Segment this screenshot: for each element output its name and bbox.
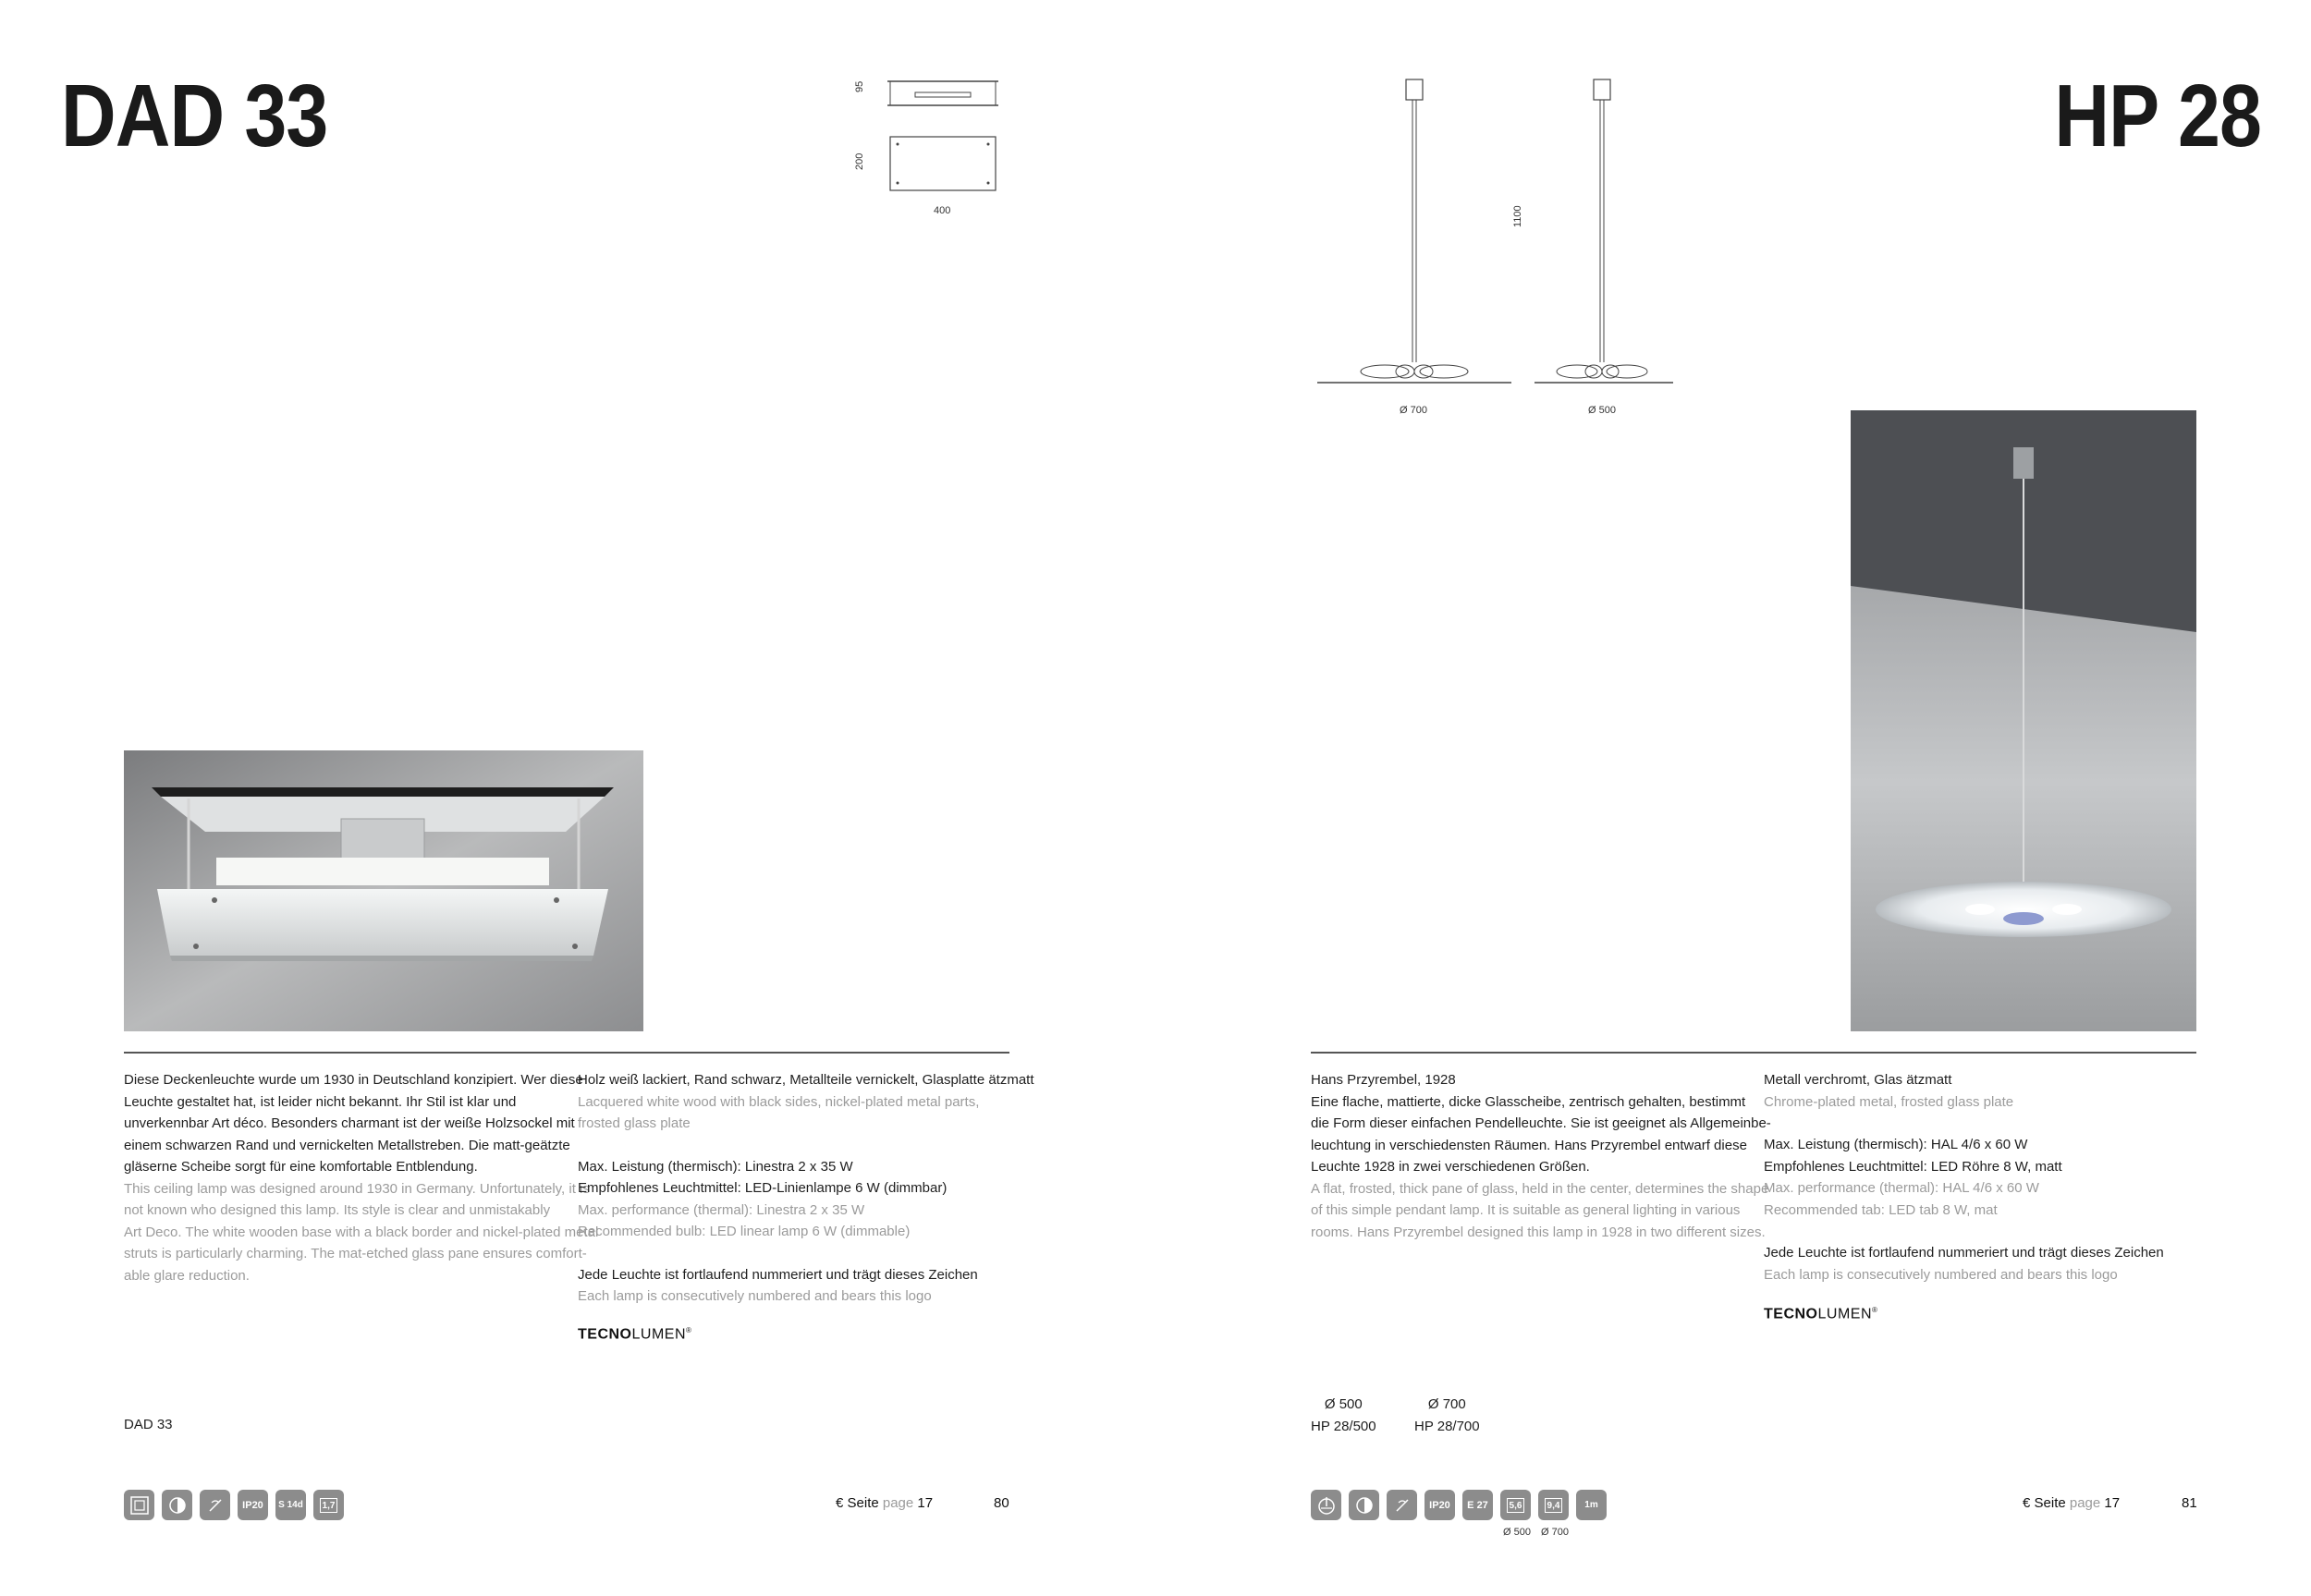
dim-width-label: 400 <box>934 205 951 216</box>
no-direct-mount-icon <box>200 1490 230 1520</box>
dim-dia-700-label: Ø 700 <box>1400 405 1427 416</box>
socket-s14d-icon: S 14d <box>275 1490 306 1520</box>
performance-en-line: Recommended bulb: LED linear lamp 6 W (dimmable) <box>578 1224 911 1239</box>
socket-e27-icon: E 27 <box>1462 1490 1493 1520</box>
desc-en-line: rooms. Hans Przyrembel designed this lamp in 1928 in two different sizes. <box>1311 1224 1766 1240</box>
numbered-en: Each lamp is consecutively numbered and bears this logo <box>578 1288 932 1304</box>
divider-left <box>124 1052 1009 1054</box>
hp28-specs <box>1764 1069 2164 1285</box>
weight-value: 1,7 <box>320 1498 338 1513</box>
performance-de-line: Max. Leistung (thermisch): HAL 4/6 x 60 W <box>1764 1137 2028 1152</box>
desc-en-line: not known who designed this lamp. Its style is clear and unmistakably <box>124 1202 551 1218</box>
ip20-icon: IP20 <box>1425 1490 1455 1520</box>
desc-de-line: unverkennbar Art déco. Besonders charmant ist der weiße Holzsockel mit <box>124 1115 575 1131</box>
dim-depth-label: 200 <box>854 152 865 170</box>
material-de: Holz weiß lackiert, Rand schwarz, Metallteile vernickelt, Glasplatte ätzmatt <box>578 1072 1034 1088</box>
icon-sub-500: Ø 500 <box>1503 1527 1531 1538</box>
dad33-technical-drawing <box>850 74 1017 222</box>
material-en-line: frosted glass plate <box>578 1115 691 1131</box>
dim-height-label: 95 <box>854 80 865 92</box>
material-en-line: Lacquered white wood with black sides, nickel-plated metal parts, <box>578 1093 980 1110</box>
page-number-left: 80 <box>994 1495 1009 1511</box>
numbered-de: Jede Leuchte ist fortlaufend nummeriert und trägt dieses Zeichen <box>1764 1245 2164 1261</box>
dad33-description <box>124 1069 598 1286</box>
variant-model: HP 28/700 <box>1414 1418 1480 1434</box>
numbered-de: Jede Leuchte ist fortlaufend nummeriert und trägt dieses Zeichen <box>578 1266 978 1283</box>
desc-en-line: A flat, frosted, thick pane of glass, held in the center, determines the shape <box>1311 1180 1769 1197</box>
variant-diameter: Ø 700 <box>1427 1396 1466 1412</box>
designer-credit: Hans Przyrembel, 1928 <box>1311 1072 1456 1088</box>
performance-de-line: Max. Leistung (thermisch): Linestra 2 x 35 W <box>578 1158 853 1175</box>
dad33-product-photo <box>124 750 643 1031</box>
page-title-left: DAD 33 <box>61 67 328 165</box>
numbered-en: Each lamp is consecutively numbered and bears this logo <box>1764 1266 2118 1283</box>
desc-de-line: Diese Deckenleuchte wurde um 1930 in Deutschland konzipiert. Wer diese <box>124 1072 583 1088</box>
desc-de-line: Leuchte gestaltet hat, ist leider nicht bekannt. Ihr Stil ist klar und <box>124 1093 517 1110</box>
pendant-mount-icon <box>1311 1490 1341 1520</box>
tecnolumen-logo-right: TECNOLUMEN® <box>1764 1306 1878 1322</box>
dim-length-label: 1100 <box>1512 205 1523 227</box>
weight-700-icon <box>1538 1490 1569 1520</box>
cable-length-value: 1m <box>1584 1500 1598 1510</box>
divider-right <box>1311 1052 2196 1054</box>
tecnolumen-logo-left: TECNOLUMEN® <box>578 1326 692 1343</box>
weight-value: 9,4 <box>1545 1498 1563 1513</box>
price-reference-left[interactable]: € Seite page 17 <box>836 1495 934 1511</box>
cable-length-icon <box>1576 1490 1607 1520</box>
desc-de-line: Leuchte 1928 in zwei verschiedenen Größen. <box>1311 1159 1590 1175</box>
weight-value: 5,6 <box>1507 1498 1525 1513</box>
variant-500 <box>1311 1394 1376 1437</box>
icon-sub-700: Ø 700 <box>1541 1527 1569 1538</box>
dad33-specs <box>578 1069 1034 1308</box>
dimmable-icon <box>1349 1490 1379 1520</box>
variant-700 <box>1414 1394 1480 1437</box>
desc-de-line: Eine flache, mattierte, dicke Glasscheibe, zentrisch gehalten, bestimmt <box>1311 1093 1746 1110</box>
price-reference-right[interactable]: € Seite page 17 <box>2023 1495 2121 1511</box>
desc-de-line: gläserne Scheibe sorgt für eine komfortable Entblendung. <box>124 1159 478 1175</box>
dimmable-icon <box>162 1490 192 1520</box>
weight-icon <box>313 1490 344 1520</box>
variant-model: HP 28/500 <box>1311 1418 1376 1434</box>
material-de: Metall verchromt, Glas ätzmatt <box>1764 1072 1952 1088</box>
hp28-description <box>1311 1069 1771 1243</box>
page-title-right: HP 28 <box>2054 67 2261 165</box>
desc-en-line: Art Deco. The white wooden base with a black border and nickel-plated metal <box>124 1224 599 1240</box>
material-en: Chrome-plated metal, frosted glass plate <box>1764 1093 2014 1110</box>
performance-de-line: Empfohlenes Leuchtmittel: LED-Linienlampe 6 W (dimmbar) <box>578 1180 948 1196</box>
performance-en-line: Recommended tab: LED tab 8 W, mat <box>1764 1201 1998 1218</box>
weight-500-icon <box>1500 1490 1531 1520</box>
desc-en-line: of this simple pendant lamp. It is suitable as general lighting in various <box>1311 1202 1741 1218</box>
performance-en-line: Max. performance (thermal): Linestra 2 x 35 W <box>578 1201 865 1218</box>
desc-en-line: This ceiling lamp was designed around 1930 in Germany. Unfortunately, it is <box>124 1180 590 1197</box>
no-direct-mount-icon <box>1387 1490 1417 1520</box>
model-label-left: DAD 33 <box>124 1417 173 1432</box>
ceiling-mount-icon <box>124 1490 154 1520</box>
desc-de-line: die Form dieser einfachen Pendelleuchte. Sie ist geeignet als Allgemeinbe- <box>1311 1115 1771 1131</box>
hp28-technical-drawing <box>1313 74 1701 388</box>
variant-diameter: Ø 500 <box>1324 1396 1363 1412</box>
desc-en-line: able glare reduction. <box>124 1267 250 1284</box>
ip20-icon: IP20 <box>238 1490 268 1520</box>
performance-de-line: Empfohlenes Leuchtmittel: LED Röhre 8 W, matt <box>1764 1158 2062 1175</box>
desc-en-line: struts is particularly charming. The mat-etched glass pane ensures comfort- <box>124 1246 587 1261</box>
dim-dia-500-label: Ø 500 <box>1588 405 1616 416</box>
performance-en-line: Max. performance (thermal): HAL 4/6 x 60 W <box>1764 1180 2039 1196</box>
desc-de-line: einem schwarzen Rand und vernickelten Metallstreben. Die matt-geätzte <box>124 1137 570 1153</box>
desc-de-line: leuchtung in verschiedensten Räumen. Hans Przyrembel entwarf diese <box>1311 1137 1747 1153</box>
hp28-product-photo <box>1851 410 2196 1031</box>
page-number-right: 81 <box>2182 1495 2197 1511</box>
